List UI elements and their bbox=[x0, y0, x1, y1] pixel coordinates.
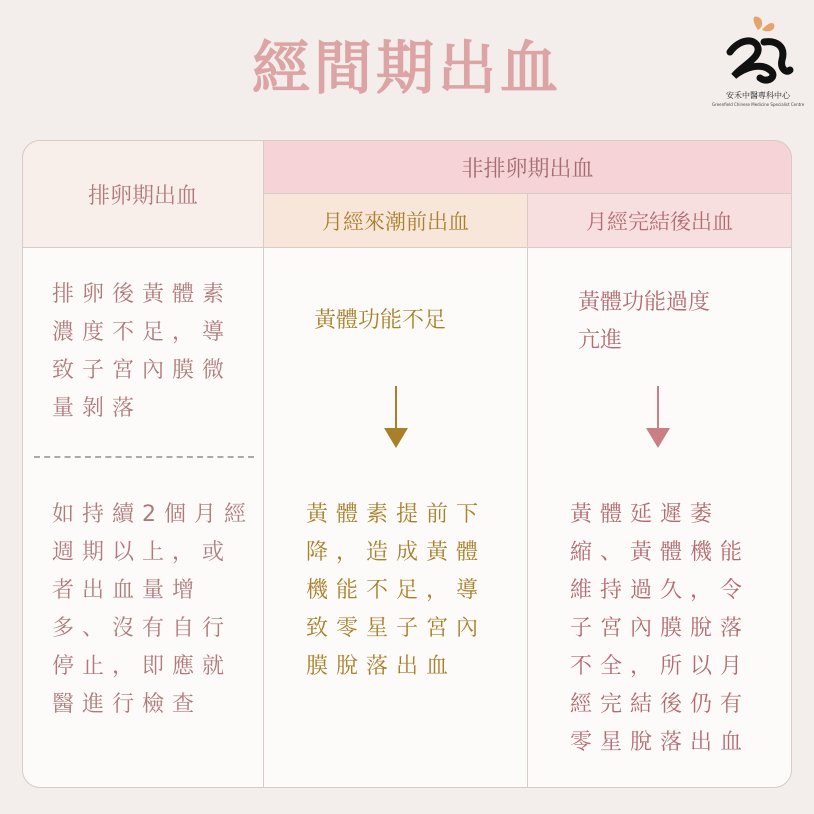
header-non-ovulation-bleeding: 非排卵期出血 bbox=[263, 140, 792, 194]
header-premenstrual-bleeding: 月經來潮前出血 bbox=[263, 193, 528, 248]
brand-name-cn: 安禾中醫專科中心 bbox=[726, 91, 790, 100]
logo-mark-icon bbox=[720, 12, 796, 86]
ovulation-cause-text: 排卵後黃體素 濃度不足，導 致子宮內膜微 量剝落 bbox=[52, 282, 233, 421]
premenstrual-effect-text: 黃體素提前下 降，造成黃體 機能不足，導 致零星子宮內 膜脫落出血 bbox=[306, 502, 487, 679]
page-title: 經間期出血 bbox=[251, 34, 562, 102]
postmenstrual-effect-text: 黃體延遲萎 縮、黃體機能 維持過久，令 子宮內膜脫落 不全，所以月 經完結後仍有 零星脫落出血 bbox=[570, 502, 751, 755]
header-postmenstrual-bleeding: 月經完結後出血 bbox=[527, 193, 792, 248]
ovulation-advice-text: 如持續2個月經 週期以上，或 者出血量增 多、沒有自行 停止，即應就 醫進行檢查 bbox=[52, 502, 254, 717]
arrow-down-icon bbox=[645, 386, 671, 448]
arrow-down-icon bbox=[383, 386, 409, 448]
brand-name-en: Greenfield Chinese Medicine Specialist Centre bbox=[712, 102, 805, 107]
premenstrual-cause-text: 黃體功能不足 bbox=[314, 308, 447, 333]
header-ovulation-bleeding: 排卵期出血 bbox=[22, 140, 264, 248]
postmenstrual-cause-text: 黃體功能過度 亢進 bbox=[578, 290, 711, 353]
divider-dashed bbox=[34, 456, 254, 458]
brand-logo bbox=[712, 12, 804, 112]
